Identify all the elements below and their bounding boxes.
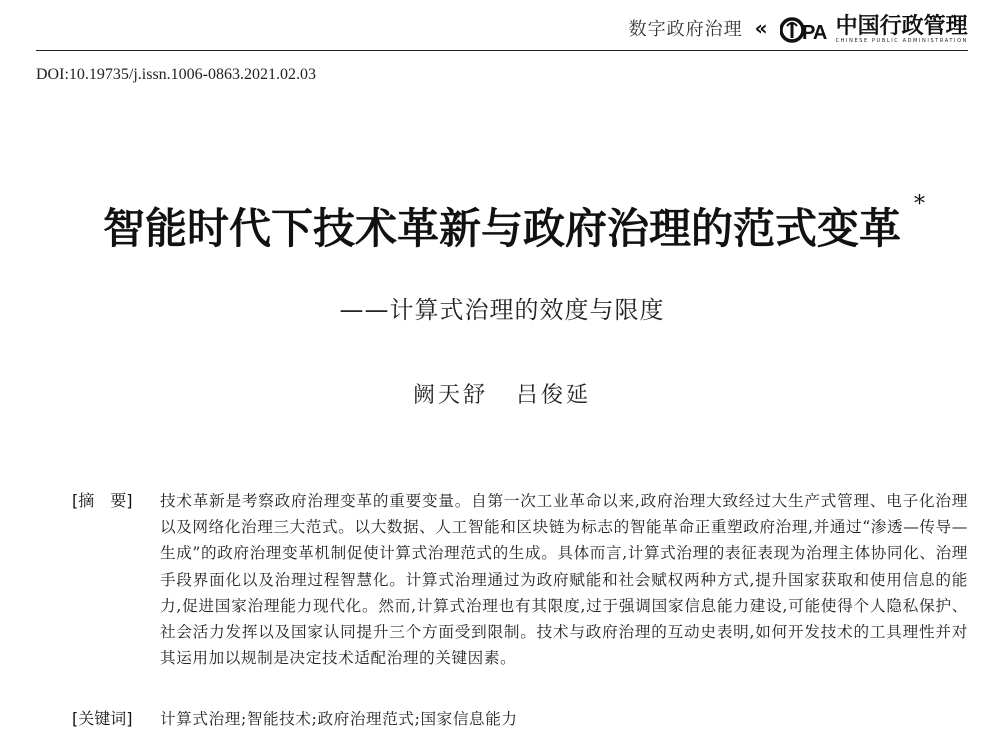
logo-text <box>836 16 968 44</box>
logo-english-name: CHINESE PUBLIC ADMINISTRATION <box>835 38 968 44</box>
page-header <box>36 10 968 51</box>
section-name: 数字政府治理 <box>628 19 743 40</box>
cpa-logo-icon <box>780 16 834 44</box>
keywords <box>72 706 968 732</box>
title-block <box>0 192 1004 256</box>
article-subtitle: ——计算式治理的效度与限度 <box>339 296 665 324</box>
article-title-text: 智能时代下技术革新与政府治理的范式变革 <box>102 204 901 253</box>
author-2: 吕俊延 <box>516 383 592 408</box>
header-right <box>629 12 968 44</box>
svg-text:PA: PA <box>801 22 826 44</box>
journal-logo <box>780 12 968 44</box>
abstract-text: 技术革新是考察政府治理变革的重要变量。自第一次工业革命以来,政府治理大致经过大生产式管理、电子化治理以及网络化治理三大范式。以大数据、人工智能和区块链为标志的智能革命正重塑政府治理,并通过“渗透—传导—生成”的政府治理变革机制促使计算式治理范式的生成。具体而言,计算式治理的表征表现为治理主体协同化、治理手段界面化以及治理过程智慧化。计算式治理通过为政府赋能和社会赋权两种方式,提升国家获取和使用信息的能力,促进国家治理能力现代化。然而,计算式治理也有其限度,过于强调国家信息能力建设,可能使得个人隐私保护、社会活力发挥以及国家认同提升三个方面受到限制。技术与政府治理的互动史表明,如何开发技术的工具理性并对其运用加以规制是决定技术适配治理的关键因素。 <box>160 492 968 668</box>
logo-chinese-name: 中国行政管理 <box>835 14 968 39</box>
doi: DOI:10.19735/j.issn.1006-0863.2021.02.03 <box>36 66 316 83</box>
title-footnote-mark: * <box>914 192 925 217</box>
abstract-label: [摘 要] <box>72 491 133 510</box>
author-1: 阙天舒 <box>412 383 488 408</box>
article-title <box>102 192 925 256</box>
keywords-label: [关键词] <box>72 709 133 728</box>
keywords-text: 计算式治理;智能技术;政府治理范式;国家信息能力 <box>160 710 518 728</box>
chevron-left-icon: « <box>754 16 768 40</box>
abstract <box>72 488 968 671</box>
authors <box>0 378 1004 409</box>
